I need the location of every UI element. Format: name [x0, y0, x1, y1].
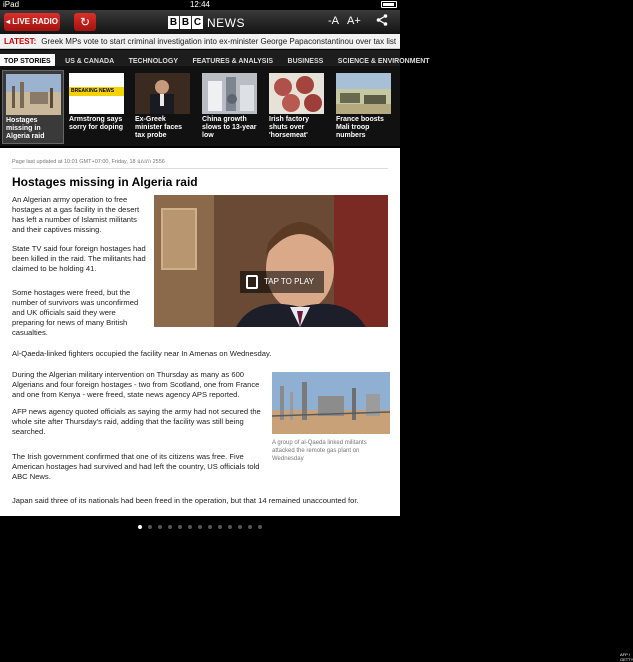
bbc-news-logo: [168, 15, 245, 30]
paragraph-line: whole site after Thursday's raid, adding that the facility was still being: [12, 417, 244, 426]
ticker-text: Greek MPs vote to start criminal investigation into ex-minister George Papaconstantinou over tax list: [41, 37, 397, 46]
story-title: France boosts Mali troop numbers: [336, 116, 384, 139]
story-card[interactable]: [2, 70, 64, 144]
status-bar: [0, 0, 400, 10]
logo-letter: C: [193, 17, 202, 28]
tab-business[interactable]: BUSINESS: [287, 58, 324, 65]
article-paragraph: [12, 195, 139, 235]
article-paragraph: [12, 496, 359, 506]
paragraph-line: number of survivors was unconfirmed: [12, 298, 139, 307]
paragraph-line: The Irish government confirmed that one of its citizens was free. Five: [12, 452, 244, 461]
article-paragraph: [12, 349, 271, 359]
paragraph-line: and their captives missing.: [12, 225, 102, 234]
paragraph-line: Some hostages were freed, but the: [12, 288, 131, 297]
page-dot[interactable]: [218, 525, 222, 529]
paragraph-line: casualties.: [12, 328, 48, 337]
logo-word: NEWS: [207, 15, 245, 30]
live-radio-button[interactable]: ◂ LIVE RADIO: [4, 13, 60, 31]
page-dot[interactable]: [168, 525, 172, 529]
image-credit: AFP / GETTY: [620, 652, 633, 662]
breaking-news-badge: BREAKING NEWS: [71, 88, 115, 94]
paragraph-line: Algerians and four foreign hostages - two from Scotland, one from France: [12, 380, 260, 389]
paragraph-line: Al-Qaeda-linked fighters occupied the facility near In Amenas on Wednesday.: [12, 349, 272, 358]
story-card[interactable]: [333, 70, 395, 144]
page-dot[interactable]: [238, 525, 242, 529]
page-dot[interactable]: [188, 525, 192, 529]
paragraph-line: American hostages had survived and had left the country, US officials told: [12, 462, 260, 471]
story-title: Ex-Greek minister faces tax probe: [135, 116, 183, 139]
story-thumbnail: [6, 74, 61, 115]
article-paragraph: [12, 452, 260, 482]
latest-ticker[interactable]: [0, 34, 400, 49]
story-title: Hostages missing in Algeria raid: [6, 117, 45, 140]
story-title: China growth slows to 13-year low: [202, 116, 257, 139]
ticker-label: LATEST:: [4, 37, 37, 46]
tab-science-environment[interactable]: SCIENCE & ENVIRONMENT: [337, 58, 430, 65]
page-dot[interactable]: [198, 525, 202, 529]
last-updated: [12, 158, 165, 166]
tab-top-stories[interactable]: TOP STORIES: [0, 54, 55, 70]
story-card[interactable]: [199, 70, 261, 144]
tab-features-analysis[interactable]: FEATURES & ANALYSIS: [192, 58, 274, 65]
logo-letter: B: [181, 17, 190, 28]
story-thumbnail: [135, 73, 190, 114]
paragraph-line: and UK officials said they were: [12, 308, 116, 317]
page-dot[interactable]: [208, 525, 212, 529]
story-card[interactable]: [266, 70, 328, 144]
video-still: [154, 195, 388, 327]
article-headline: Hostages missing in Algeria raid: [12, 175, 198, 189]
paragraph-line: State TV said four foreign hostages had: [12, 244, 146, 253]
paragraph-line: Japan said three of its nationals had been freed in the operation, but that 14 remained unaccounted for.: [12, 496, 359, 505]
paragraph-line: claimed to be holding 41.: [12, 264, 97, 273]
last-updated-text: Page last updated at 10:01 GMT+07:00, Friday, 18 ឧសភា 2556: [12, 159, 165, 165]
story-thumbnail: [202, 73, 257, 114]
story-thumbnail: [269, 73, 324, 114]
text-smaller-button[interactable]: -A: [328, 15, 339, 27]
section-tabs: [0, 50, 430, 66]
paragraph-line: hostages at a gas facility in the desert: [12, 205, 140, 214]
tab-technology[interactable]: TECHNOLOGY: [128, 58, 178, 65]
paragraph-line: During the Algerian military intervention on Thursday as many as 600: [12, 370, 245, 379]
battery-icon: [381, 1, 397, 8]
video-player[interactable]: [154, 195, 388, 327]
image-caption: A group of al-Qaeda linked militants attacked the remote gas plant on Wednesday: [272, 440, 367, 462]
text-larger-button[interactable]: A+: [347, 15, 361, 27]
article-paragraph: [12, 244, 146, 274]
article-paragraph: [12, 407, 261, 437]
story-thumbnail: [336, 73, 391, 114]
tap-to-play-button[interactable]: [240, 271, 324, 293]
story-thumbnail: [69, 73, 124, 114]
tab-us-canada[interactable]: US & CANADA: [65, 58, 115, 65]
story-card[interactable]: [132, 70, 194, 144]
page-dot[interactable]: [248, 525, 252, 529]
page-indicator: [0, 516, 400, 534]
gas-plant-image: [272, 372, 390, 434]
article-paragraph: [12, 288, 138, 338]
story-title: Armstrong says sorry for doping: [69, 116, 124, 131]
page-dot[interactable]: [228, 525, 232, 529]
divider: [12, 168, 388, 169]
story-carousel: [0, 66, 400, 146]
article-paragraph: [12, 370, 259, 400]
paragraph-line: searched.: [12, 427, 46, 436]
share-icon[interactable]: [376, 14, 388, 29]
device-name: iPad: [3, 0, 20, 9]
story-title: Irish factory shuts over 'horsemeat': [269, 116, 310, 139]
page-dot[interactable]: [258, 525, 262, 529]
top-toolbar: [0, 10, 400, 34]
page-dot[interactable]: [158, 525, 162, 529]
page-dot[interactable]: [178, 525, 182, 529]
paragraph-line: An Algerian army operation to free: [12, 195, 128, 204]
page-dot[interactable]: [138, 525, 142, 529]
article-content: [0, 148, 633, 662]
page-dot[interactable]: [148, 525, 152, 529]
paragraph-line: AFP news agency quoted officials as saying the army had not secured the: [12, 407, 261, 416]
paragraph-line: been killed in the raid. The militants had: [12, 254, 146, 263]
refresh-icon[interactable]: ↻: [74, 13, 96, 31]
paragraph-line: and one from Kenya - were freed, state news agency APS reported.: [12, 390, 240, 399]
logo-letter: B: [169, 17, 178, 28]
story-card[interactable]: [66, 70, 128, 144]
play-icon: [246, 275, 258, 289]
status-time: 12:44: [189, 0, 211, 9]
tap-to-play-label: TAP TO PLAY: [264, 277, 314, 286]
paragraph-line: has left a number of Islamist militants: [12, 215, 137, 224]
paragraph-line: preparing for news of many British: [12, 318, 128, 327]
paragraph-line: ABC News.: [12, 472, 51, 481]
